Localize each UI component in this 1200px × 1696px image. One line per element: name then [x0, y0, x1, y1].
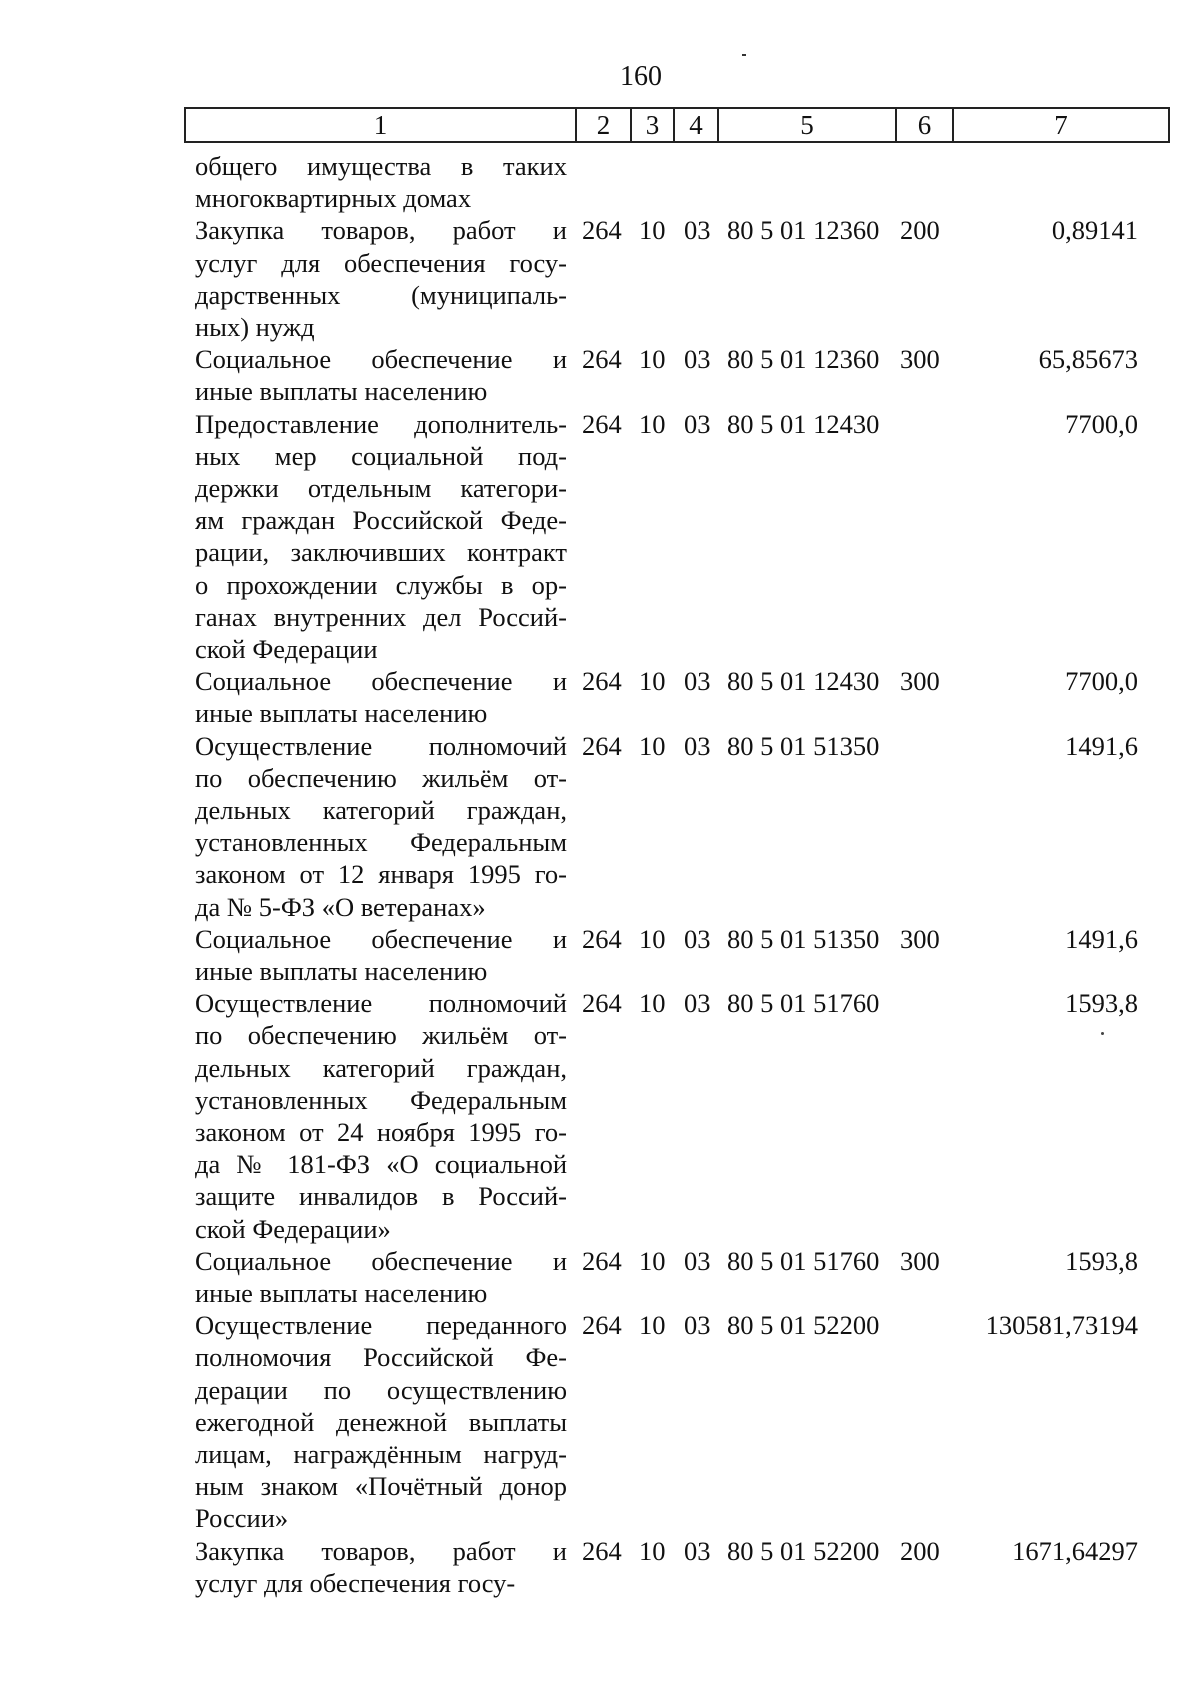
amount-cell: 1671,64297 [1012, 1535, 1138, 1566]
table-row [0, 1309, 1200, 1534]
code-ministry-cell: 264 [582, 408, 622, 439]
description-line: дарственных (муниципаль- [195, 279, 567, 310]
row-description [195, 1535, 567, 1599]
row-description [195, 730, 567, 923]
header-cell: 3 [630, 109, 673, 141]
code-subsection-cell: 03 [684, 408, 711, 439]
header-cell: 2 [575, 109, 630, 141]
header-cell: 4 [673, 109, 717, 141]
amount-cell: 130581,73194 [985, 1310, 1138, 1341]
description-line: лицам, награждённым нагруд- [195, 1438, 567, 1469]
code-target-article-cell: 80 5 01 51350 [727, 730, 880, 761]
code-ministry-cell: 264 [582, 923, 622, 954]
code-subsection-cell: 03 [684, 1310, 711, 1341]
description-line: дельных категорий граждан, [195, 794, 567, 825]
amount-cell: 1491,6 [1065, 923, 1138, 954]
code-subsection-cell: 03 [684, 666, 711, 697]
description-line: ской Федерации [195, 633, 378, 664]
description-line: услуг для обеспечения госу- [195, 1567, 516, 1598]
row-description [195, 987, 567, 1245]
row-description [195, 343, 567, 407]
code-target-article-cell: 80 5 01 52200 [727, 1535, 880, 1566]
code-ministry-cell: 264 [582, 1245, 622, 1276]
table-row [0, 343, 1200, 407]
code-section-cell: 10 [639, 666, 666, 697]
amount-cell: 0,89141 [1051, 215, 1138, 246]
code-ministry-cell: 264 [582, 1535, 622, 1566]
header-cell: 6 [895, 109, 952, 141]
code-section-cell: 10 [639, 1245, 666, 1276]
description-line: установленных Федеральным [195, 827, 567, 858]
description-line: Закупка товаров, работ и [195, 1535, 567, 1566]
row-description [195, 408, 567, 666]
code-section-cell: 10 [639, 730, 666, 761]
table-row [0, 1535, 1200, 1599]
code-ministry-cell: 264 [582, 988, 622, 1019]
code-expense-type-cell: 200 [900, 215, 940, 246]
description-line: Осуществление переданного [195, 1310, 567, 1341]
table-row [0, 665, 1200, 729]
description-line: ям граждан Российской Феде- [195, 505, 567, 536]
scan-speck [1101, 1032, 1104, 1035]
code-subsection-cell: 03 [684, 1245, 711, 1276]
description-line: ежегодной денежной выплаты [195, 1406, 567, 1437]
description-line: о прохождении службы в ор- [195, 569, 567, 600]
code-target-article-cell: 80 5 01 51350 [727, 923, 880, 954]
description-line: иные выплаты населению [195, 1277, 488, 1308]
description-line: дерации по осуществлению [195, 1374, 567, 1405]
code-section-cell: 10 [639, 988, 666, 1019]
code-section-cell: 10 [639, 1535, 666, 1566]
description-line: иные выплаты населению [195, 955, 488, 986]
page-number: 160 [620, 61, 662, 92]
description-line: законом от 12 января 1995 го- [195, 859, 567, 890]
code-ministry-cell: 264 [582, 730, 622, 761]
description-line: да № 5-ФЗ «О ветеранах» [195, 891, 486, 922]
description-line: держки отдельным категори- [195, 472, 567, 503]
code-subsection-cell: 03 [684, 1535, 711, 1566]
description-line: полномочия Российской Фе- [195, 1342, 567, 1373]
description-line: рации, заключивших контракт [195, 537, 567, 568]
code-subsection-cell: 03 [684, 923, 711, 954]
description-line: Осуществление полномочий [195, 730, 567, 761]
header-cell: 1 [373, 109, 388, 140]
code-section-cell: 10 [639, 1310, 666, 1341]
amount-cell: 1593,8 [1065, 988, 1138, 1019]
description-line: дельных категорий граждан, [195, 1052, 567, 1083]
description-line: по обеспечению жильём от- [195, 1020, 567, 1051]
amount-cell: 7700,0 [1065, 408, 1138, 439]
code-target-article-cell: 80 5 01 12360 [727, 215, 880, 246]
row-description [195, 1309, 567, 1534]
code-subsection-cell: 03 [684, 730, 711, 761]
description-line: Осуществление полномочий [195, 988, 567, 1019]
table-row [0, 923, 1200, 987]
description-line: иные выплаты населению [195, 376, 488, 407]
amount-cell: 7700,0 [1065, 666, 1138, 697]
description-line: ных мер социальной под- [195, 440, 567, 471]
code-expense-type-cell: 300 [900, 1245, 940, 1276]
description-line: ных) нужд [195, 311, 315, 342]
description-line: по обеспечению жильём от- [195, 762, 567, 793]
table-row [0, 214, 1200, 343]
description-line: услуг для обеспечения госу- [195, 247, 567, 278]
table-row [0, 1245, 1200, 1309]
code-ministry-cell: 264 [582, 666, 622, 697]
table-row [0, 730, 1200, 923]
description-line: общего имущества в таких [195, 151, 567, 181]
description-line: установленных Федеральным [195, 1084, 567, 1115]
description-line: России» [195, 1503, 289, 1534]
header-cell: 5 [717, 109, 895, 141]
code-expense-type-cell: 300 [900, 923, 940, 954]
code-section-cell: 10 [639, 923, 666, 954]
table-row [0, 408, 1200, 666]
description-line: ганах внутренних дел Россий- [195, 601, 567, 632]
table-row [0, 987, 1200, 1245]
code-subsection-cell: 03 [684, 344, 711, 375]
header-cell: 7 [952, 109, 1168, 141]
code-target-article-cell: 80 5 01 12430 [727, 408, 880, 439]
description-line: Закупка товаров, работ и [195, 215, 567, 246]
description-line: Социальное обеспечение и [195, 1245, 567, 1276]
code-ministry-cell: 264 [582, 215, 622, 246]
description-line: защите инвалидов в Россий- [195, 1181, 567, 1212]
description-line: многоквартирных домах [195, 183, 472, 214]
code-section-cell: 10 [639, 408, 666, 439]
amount-cell: 65,85673 [1038, 344, 1138, 375]
code-target-article-cell: 80 5 01 51760 [727, 1245, 880, 1276]
description-line: Социальное обеспечение и [195, 923, 567, 954]
code-section-cell: 10 [639, 215, 666, 246]
row-description [195, 1245, 567, 1309]
description-line: иные выплаты населению [195, 698, 488, 729]
row-description [195, 665, 567, 729]
code-target-article-cell: 80 5 01 51760 [727, 988, 880, 1019]
code-expense-type-cell: 300 [900, 666, 940, 697]
description-line: законом от 24 ноября 1995 го- [195, 1116, 567, 1147]
code-subsection-cell: 03 [684, 988, 711, 1019]
row-description [195, 150, 567, 214]
row-description [195, 214, 567, 343]
code-ministry-cell: 264 [582, 344, 622, 375]
code-ministry-cell: 264 [582, 1310, 622, 1341]
code-target-article-cell: 80 5 01 52200 [727, 1310, 880, 1341]
table-row [0, 150, 1200, 214]
amount-cell: 1593,8 [1065, 1245, 1138, 1276]
code-subsection-cell: 03 [684, 215, 711, 246]
description-line: Предоставление дополнитель- [195, 408, 567, 439]
code-expense-type-cell: 300 [900, 344, 940, 375]
row-description [195, 923, 567, 987]
code-section-cell: 10 [639, 344, 666, 375]
code-expense-type-cell: 200 [900, 1535, 940, 1566]
description-line: ской Федерации» [195, 1213, 391, 1244]
description-line: ным знаком «Почётный донор [195, 1471, 567, 1502]
description-line: да № 181-ФЗ «О социальной [195, 1149, 567, 1180]
description-line: Социальное обеспечение и [195, 666, 567, 697]
description-line: Социальное обеспечение и [195, 344, 567, 375]
code-target-article-cell: 80 5 01 12430 [727, 666, 880, 697]
amount-cell: 1491,6 [1065, 730, 1138, 761]
code-target-article-cell: 80 5 01 12360 [727, 344, 880, 375]
